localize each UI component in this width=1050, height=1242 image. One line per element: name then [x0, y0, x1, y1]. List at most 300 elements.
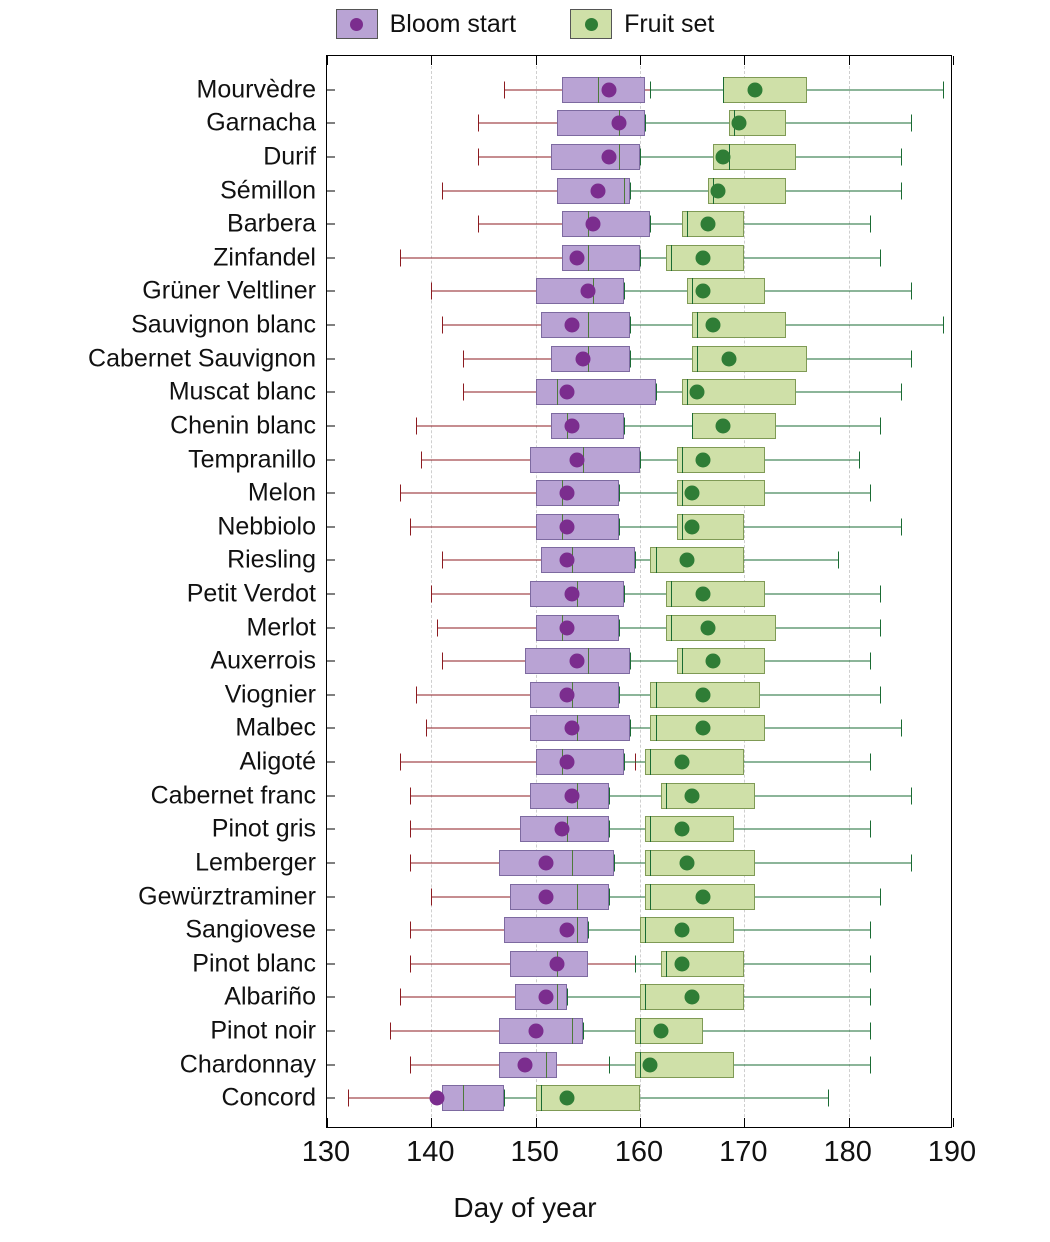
whisker-cap [431, 888, 432, 905]
box-body [551, 144, 640, 170]
whisker-cap [400, 989, 401, 1006]
whisker-cap [630, 720, 631, 737]
y-axis-category-label: Chenin blanc [170, 411, 316, 440]
whisker-cap [624, 417, 625, 434]
whisker-cap [463, 384, 464, 401]
box-body [666, 581, 765, 607]
y-axis-category-label: Viognier [224, 680, 316, 709]
y-axis-category-label: Auxerrois [210, 646, 316, 675]
y-axis-category-label: Merlot [246, 613, 316, 642]
median-line [645, 917, 646, 943]
whisker-cap [880, 619, 881, 636]
whisker-line [583, 1030, 870, 1031]
y-axis-tick [327, 795, 335, 796]
whisker-line [624, 291, 911, 292]
box-body [692, 346, 807, 372]
median-line [666, 783, 667, 809]
mean-marker [695, 284, 710, 299]
box-body [530, 447, 640, 473]
median-line [682, 480, 683, 506]
y-axis-tick [327, 627, 335, 628]
y-axis-tick [327, 157, 335, 158]
y-axis-category-label: Tempranillo [188, 445, 316, 474]
median-line [697, 312, 698, 338]
whisker-cap [478, 216, 479, 233]
whisker-cap [609, 1056, 610, 1073]
y-axis-category-label: Petit Verdot [186, 579, 316, 608]
median-line [577, 884, 578, 910]
mean-marker [565, 788, 580, 803]
box-body [504, 917, 587, 943]
y-axis-tick [327, 526, 335, 527]
median-line [640, 1052, 641, 1078]
whisker-cap [870, 922, 871, 939]
mean-marker [539, 990, 554, 1005]
mean-marker [570, 250, 585, 265]
mean-marker [695, 687, 710, 702]
median-line [650, 749, 651, 775]
mean-marker [700, 620, 715, 635]
median-line [640, 1018, 641, 1044]
whisker-cap [630, 350, 631, 367]
y-axis-category-label: Barbera [227, 209, 316, 238]
box-body [536, 615, 619, 641]
y-axis-tick [327, 694, 335, 695]
median-line [692, 413, 693, 439]
y-axis-category-label: Sauvignon blanc [131, 310, 316, 339]
whisker-cap [442, 182, 443, 199]
mean-marker [580, 284, 595, 299]
whisker-cap [431, 283, 432, 300]
whisker-cap [619, 518, 620, 535]
y-axis-tick [327, 1030, 335, 1031]
legend-entry-fruit-set [570, 9, 714, 39]
median-line [656, 715, 657, 741]
y-axis-tick [327, 896, 335, 897]
whisker-cap [410, 787, 411, 804]
median-line [645, 984, 646, 1010]
whisker-cap [870, 754, 871, 771]
box-body [541, 312, 630, 338]
mean-marker [601, 150, 616, 165]
median-line [588, 245, 589, 271]
mean-marker [586, 217, 601, 232]
whisker-cap [828, 1090, 829, 1107]
mean-marker [721, 351, 736, 366]
whisker-cap [400, 485, 401, 502]
mean-marker [674, 956, 689, 971]
y-axis-tick [327, 123, 335, 124]
whisker-cap [478, 115, 479, 132]
mean-marker [601, 82, 616, 97]
box-body [661, 783, 755, 809]
box-body [536, 379, 656, 405]
whisker-cap [609, 821, 610, 838]
y-axis-tick [327, 89, 335, 90]
mean-marker [591, 183, 606, 198]
y-axis-category-label: Lemberger [195, 848, 316, 877]
box-body [536, 749, 625, 775]
mean-marker [695, 889, 710, 904]
mean-marker [700, 217, 715, 232]
whisker-cap [911, 854, 912, 871]
median-line [671, 245, 672, 271]
y-axis-category-label: Pinot blanc [192, 949, 316, 978]
box-body [666, 615, 776, 641]
y-axis-tick [327, 325, 335, 326]
whisker-cap [911, 350, 912, 367]
mean-marker [539, 889, 554, 904]
whisker-cap [880, 417, 881, 434]
whisker-cap [870, 485, 871, 502]
y-axis-tick [327, 963, 335, 964]
y-axis-category-label: Garnacha [206, 108, 316, 137]
y-axis-category-label: Cabernet franc [150, 781, 316, 810]
whisker-cap [437, 619, 438, 636]
whisker-cap [943, 317, 944, 334]
mean-marker [559, 519, 574, 534]
mean-marker [685, 486, 700, 501]
mean-marker [518, 1057, 533, 1072]
box-body [499, 850, 614, 876]
y-axis-category-label: Melon [247, 478, 316, 507]
median-line [463, 1085, 464, 1111]
whisker-cap [619, 485, 620, 502]
y-axis-tick [327, 728, 335, 729]
mean-marker [559, 385, 574, 400]
y-axis-category-label: Cabernet Sauvignon [88, 344, 316, 373]
y-axis-tick [327, 1064, 335, 1065]
y-axis-tick [327, 560, 335, 561]
box-body [536, 1085, 640, 1111]
legend-label-fruit-set: Fruit set [624, 9, 715, 38]
y-axis-category-label: Albariño [224, 982, 316, 1011]
y-axis-tick [327, 358, 335, 359]
whisker-cap [870, 821, 871, 838]
whisker-cap [943, 81, 944, 98]
whisker-cap [410, 854, 411, 871]
median-line [682, 514, 683, 540]
box-body [551, 413, 624, 439]
y-axis-tick [327, 930, 335, 931]
whisker-cap [859, 451, 860, 468]
median-line [671, 615, 672, 641]
whisker-cap [870, 989, 871, 1006]
mean-marker [679, 855, 694, 870]
whisker-cap [463, 350, 464, 367]
mean-marker [695, 250, 710, 265]
x-axis-tick [953, 1118, 954, 1127]
y-axis-tick [327, 661, 335, 662]
whisker-cap [650, 216, 651, 233]
median-line [572, 1018, 573, 1044]
legend-swatch-bloom-start [336, 9, 378, 39]
median-line [588, 648, 589, 674]
y-axis-tick [327, 997, 335, 998]
median-line [619, 144, 620, 170]
median-line [541, 1085, 542, 1111]
whisker-cap [635, 955, 636, 972]
mean-marker [711, 183, 726, 198]
whisker-cap [901, 518, 902, 535]
legend-marker-bloom-start [350, 18, 363, 31]
mean-marker [565, 587, 580, 602]
box-body [551, 346, 629, 372]
y-axis-category-label: Sémillon [220, 176, 316, 205]
median-line [666, 951, 667, 977]
box-body [562, 211, 651, 237]
median-line [650, 884, 651, 910]
x-axis-tick-label: 140 [406, 1136, 455, 1168]
y-axis-tick [327, 594, 335, 595]
x-axis-tick-label: 190 [927, 1136, 977, 1168]
box-body [530, 682, 619, 708]
y-axis-category-label: Pinot noir [210, 1016, 316, 1045]
box-body [645, 749, 744, 775]
mean-marker [685, 788, 700, 803]
y-axis-tick [327, 862, 335, 863]
whisker-cap [911, 283, 912, 300]
whisker-cap [640, 451, 641, 468]
whisker-cap [911, 787, 912, 804]
whisker-cap [410, 922, 411, 939]
whisker-cap [442, 317, 443, 334]
whisker-cap [838, 552, 839, 569]
box-body [536, 514, 619, 540]
whisker-cap [624, 283, 625, 300]
whisker-cap [426, 720, 427, 737]
median-line [577, 917, 578, 943]
whisker-cap [567, 989, 568, 1006]
y-axis-tick [327, 190, 335, 191]
mean-marker [565, 318, 580, 333]
whisker-cap [619, 619, 620, 636]
whisker-cap [635, 552, 636, 569]
x-axis-tick-label: 170 [719, 1136, 768, 1168]
x-axis-tick-labels [301, 1136, 977, 1170]
whisker-cap [504, 1090, 505, 1107]
whisker-cap [870, 1022, 871, 1039]
whisker-cap [630, 653, 631, 670]
y-axis-tick [327, 392, 335, 393]
x-axis-tick-label: 160 [614, 1136, 664, 1168]
box-body [635, 1018, 703, 1044]
y-axis-tick [327, 459, 335, 460]
whisker-cap [390, 1022, 391, 1039]
whisker-cap [442, 552, 443, 569]
median-line [697, 346, 698, 372]
median-line [650, 850, 651, 876]
median-line [656, 682, 657, 708]
mean-marker [685, 519, 700, 534]
whisker-cap [614, 854, 615, 871]
box-body [530, 715, 629, 741]
whisker-cap [656, 384, 657, 401]
y-axis-tick [327, 493, 335, 494]
whisker-line [619, 526, 901, 527]
mean-marker [695, 452, 710, 467]
y-axis-tick [327, 224, 335, 225]
whisker-cap [619, 686, 620, 703]
mean-marker [570, 452, 585, 467]
whisker-cap [880, 686, 881, 703]
mean-marker [559, 755, 574, 770]
whisker-cap [630, 182, 631, 199]
mean-marker [674, 822, 689, 837]
whisker-cap [640, 149, 641, 166]
y-axis-category-label: Zinfandel [213, 243, 316, 272]
median-line [723, 77, 724, 103]
mean-marker [674, 923, 689, 938]
whisker-cap [410, 1056, 411, 1073]
whisker-cap [901, 720, 902, 737]
mean-marker [539, 855, 554, 870]
box-body [536, 480, 619, 506]
legend [0, 4, 1050, 44]
whisker-cap [880, 249, 881, 266]
legend-swatch-fruit-set [570, 9, 612, 39]
mean-marker [706, 654, 721, 669]
box-body [723, 77, 806, 103]
median-line [546, 1052, 547, 1078]
mean-marker [554, 822, 569, 837]
legend-entry-bloom-start [336, 9, 516, 39]
median-line [687, 211, 688, 237]
y-axis-category-label: Grüner Veltliner [142, 276, 316, 305]
box-body [645, 816, 734, 842]
legend-label-bloom-start: Bloom start [389, 9, 517, 38]
box-body [645, 850, 755, 876]
box-body [692, 413, 775, 439]
y-axis-category-label: Gewürztraminer [138, 882, 316, 911]
median-line [682, 447, 683, 473]
mean-marker [716, 150, 731, 165]
median-line [671, 581, 672, 607]
whisker-cap [870, 653, 871, 670]
whisker-cap [442, 653, 443, 670]
mean-marker [565, 721, 580, 736]
whisker-cap [416, 686, 417, 703]
mean-marker [570, 654, 585, 669]
mean-marker [695, 721, 710, 736]
mean-marker [690, 385, 705, 400]
median-line [692, 278, 693, 304]
y-axis-category-label: Chardonnay [179, 1050, 316, 1079]
whisker-cap [609, 888, 610, 905]
median-line [557, 379, 558, 405]
box-body [510, 884, 609, 910]
whisker-cap [880, 888, 881, 905]
whisker-cap [348, 1090, 349, 1107]
whisker-cap [870, 216, 871, 233]
whisker-cap [478, 149, 479, 166]
median-line [572, 850, 573, 876]
whisker-line [630, 325, 943, 326]
whisker-cap [645, 115, 646, 132]
whisker-cap [410, 955, 411, 972]
mean-marker [695, 587, 710, 602]
y-axis-tick [327, 1098, 335, 1099]
whisker-cap [504, 81, 505, 98]
whisker-cap [588, 922, 589, 939]
y-axis-category-label: Concord [221, 1083, 316, 1112]
mean-marker [559, 620, 574, 635]
box-body [541, 547, 635, 573]
mean-marker [716, 418, 731, 433]
mean-marker [643, 1057, 658, 1072]
whisker-cap [400, 754, 401, 771]
y-axis-category-label: Riesling [227, 545, 316, 574]
whisker-cap [431, 586, 432, 603]
x-axis-tick-label: 150 [510, 1136, 559, 1168]
whisker-cap [870, 955, 871, 972]
whisker-cap [624, 586, 625, 603]
median-line [687, 379, 688, 405]
y-axis-category-label: Aligoté [239, 747, 316, 776]
mean-marker [612, 116, 627, 131]
mean-marker [429, 1091, 444, 1106]
y-axis-category-label: Muscat blanc [168, 377, 316, 406]
whisker-cap [410, 821, 411, 838]
mean-marker [575, 351, 590, 366]
plot-area [88, 55, 952, 1128]
mean-marker [528, 1023, 543, 1038]
mean-marker [732, 116, 747, 131]
x-axis-tick [953, 56, 954, 65]
y-axis-category-label: Mourvèdre [196, 75, 316, 104]
whisker-cap [609, 787, 610, 804]
y-axis-category-label: Durif [263, 142, 316, 171]
median-line [682, 648, 683, 674]
mean-marker [679, 553, 694, 568]
whisker-cap [640, 249, 641, 266]
whisker-line [609, 795, 912, 796]
mean-marker [653, 1023, 668, 1038]
whisker-cap [630, 317, 631, 334]
mean-marker [559, 687, 574, 702]
y-axis-tick [327, 257, 335, 258]
median-line [650, 816, 651, 842]
y-axis-category-label: Nebbiolo [217, 512, 316, 541]
x-axis-tick-label: 130 [301, 1136, 351, 1168]
mean-marker [549, 956, 564, 971]
whisker-cap [421, 451, 422, 468]
box-body [650, 547, 744, 573]
mean-marker [565, 418, 580, 433]
whisker-cap [901, 149, 902, 166]
median-line [624, 178, 625, 204]
whisker-cap [911, 115, 912, 132]
mean-marker [559, 486, 574, 501]
y-axis-category-label: Malbec [235, 713, 316, 742]
y-axis-tick [327, 762, 335, 763]
mean-marker [747, 82, 762, 97]
median-line [656, 547, 657, 573]
whisker-cap [870, 1056, 871, 1073]
median-line [598, 77, 599, 103]
y-axis-tick [327, 829, 335, 830]
whisker-cap [901, 384, 902, 401]
box-body [677, 447, 766, 473]
legend-marker-fruit-set [585, 18, 598, 31]
median-line [588, 312, 589, 338]
mean-marker [559, 1091, 574, 1106]
box-body [442, 1085, 505, 1111]
y-axis-category-label: Sangiovese [185, 915, 316, 944]
median-line [557, 984, 558, 1010]
y-axis-category-label: Pinot gris [211, 814, 316, 843]
whisker-cap [624, 754, 625, 771]
